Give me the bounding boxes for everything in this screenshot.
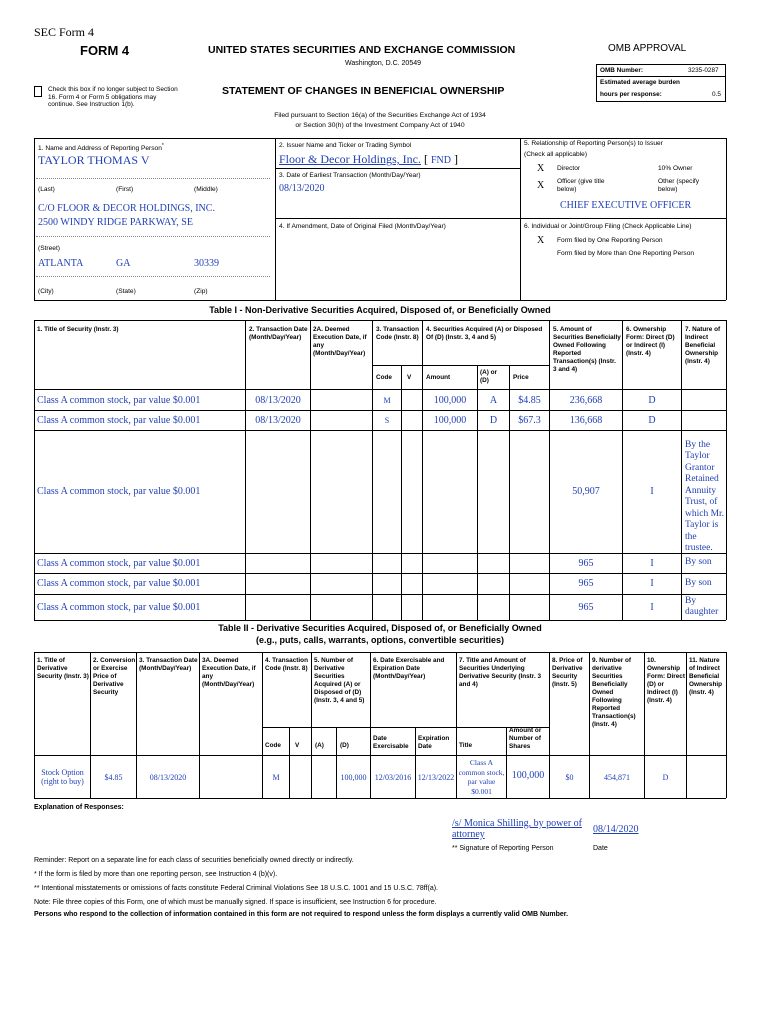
reporting-person-name: TAYLOR THOMAS V [38,153,150,167]
t1-row6-title: Class A common stock, par value $0.001 [37,601,201,613]
t1-row1-price: $4.85 [518,394,541,406]
t1-row3-owned: 50,907 [572,486,600,497]
address-line2: 2500 WINDY RIDGE PARKWAY, SE [38,217,193,228]
t1-row2-ad: D [489,414,498,426]
t1-row1-owned: 236,668 [569,394,603,406]
officer-title: CHIEF EXECUTIVE OFFICER [560,200,692,211]
label-street: (Street) [38,245,60,252]
note-omb: Persons who respond to the collection of information contained in this form are not required to respond unless the form displays a currently valid OMB Number. [34,911,569,918]
statement-title: STATEMENT OF CHANGES IN BENEFICIAL OWNERSHIP [222,85,505,97]
t1-row3-nature: By the Taylor Grantor Retained Annuity Trust, of which Mr. Taylor is the trustee. [685,439,725,554]
t2-h9: 9. Number of derivative Securities Beneficially Owned Following Reported Transaction(s) (Instr. 4) [592,657,636,728]
label-zip: (Zip) [194,288,208,295]
t2-d-value: 100,000 [340,773,367,782]
t2-expiration: Expiration Date [418,735,450,750]
t1-row6-form: I [650,601,654,613]
table2-title2: (e.g., puts, calls, warrants, options, convertible securities) [255,635,505,645]
signature: /s/ Monica Shilling, by power of attorney [452,818,582,840]
t1-row2-owned: 136,668 [569,414,603,426]
t1-row2-form: D [648,414,656,426]
t1-a-or-d: (A) or (D) [480,369,498,384]
t2-date: 08/13/2020 [149,773,187,782]
commission-name: UNITED STATES SECURITIES AND EXCHANGE COMMISSION [208,44,516,56]
t2-code: Code [265,742,281,749]
t2-code-value: M [272,773,280,782]
omb-number-label: OMB Number: [600,67,643,74]
t2-h3: 3. Transaction Date (Month/Day/Year) [139,657,198,672]
t1-row2-code: S [384,415,390,425]
note-misstatements: ** Intentional misstatements or omissions of facts constitute Federal Criminal Violations See 18 U.S.C. 1001 and 15 U.S.C. 78ff(a). [34,885,438,892]
t2-underlying-amount: 100,000 [511,770,545,781]
director-mark[interactable]: X [537,163,545,174]
t1-code: Code [376,374,392,381]
box3-label: 3. Date of Earliest Transaction (Month/Day/Year) [279,172,421,179]
t2-security: Stock Option (right to buy) [41,768,84,786]
t2-underlying-title: Class A common stock, par value $0.001 [458,758,505,796]
t2-h6: 6. Date Exercisable and Expiration Date (Month/Day/Year) [373,657,445,680]
state-value: GA [116,258,131,269]
t1-row3-form: I [650,486,654,497]
label-middle: (Middle) [194,186,218,193]
label-city: (City) [38,288,54,295]
t1-row5-title: Class A common stock, par value $0.001 [37,578,201,589]
t2-expiration-value: 12/13/2022 [417,773,455,782]
box5-sub: (Check all applicable) [524,151,588,158]
omb-number-value: 3235-0287 [688,67,719,74]
t1-h2a: 2A. Deemed Execution Date, if any (Month/Day/Year) [313,326,367,357]
commission-city: Washington, D.C. 20549 [345,60,422,67]
director-label: Director [557,165,581,172]
t2-h8: 8. Price of Derivative Security (Instr. 5) [552,657,583,688]
t2-exercisable: 12/03/2016 [374,773,412,782]
t1-row1-code: M [383,395,391,405]
explanation-label: Explanation of Responses: [34,804,124,811]
box1-label: 1. Name and Address of Reporting Person* [38,143,164,153]
t1-h1: 1. Title of Security (Instr. 3) [37,326,119,333]
reminder: Reminder: Report on a separate line for each class of securities beneficially owned directly or indirectly. [34,857,354,864]
ticker-symbol: FND [430,155,451,166]
t1-h5: 5. Amount of Securities Beneficially Owned Following Reported Transaction(s) (Instr. 3 and 4) [553,326,621,373]
officer-mark[interactable]: X [537,180,545,191]
t2-h1: 1. Title of Derivative Security (Instr. 3) [37,657,89,680]
t1-v: V [407,374,412,381]
t2-h10: 10. Ownership Form: Direct (D) or Indirect (I) (Instr. 4) [647,657,685,704]
checkbox-instruction: Check this box if no longer subject to Section 16. Form 4 or Form 5 obligations may continue. See Instruction 1(b). [48,86,178,109]
table2-title1: Table II - Derivative Securities Acquired, Disposed of, or Beneficially Owned [218,623,542,633]
earliest-transaction-date: 08/13/2020 [279,183,325,194]
t2-title: Title [459,742,473,749]
t2-owned: 454,871 [604,773,630,782]
t1-row2-title: Class A common stock, par value $0.001 [37,414,201,426]
t1-row4-owned: 965 [578,557,594,569]
t1-row1-ad: A [489,394,498,406]
box4-label: 4. If Amendment, Date of Original Filed (Month/Day/Year) [279,223,446,230]
ten-pct-owner-label: 10% Owner [658,165,693,172]
note-multiple-persons: * If the form is filed by more than one reporting person, see Instruction 4 (b)(v). [34,871,278,878]
t2-h4: 4. Transaction Code (Instr. 8) [265,657,308,672]
t1-h2: 2. Transaction Date (Month/Day/Year) [249,326,308,341]
t1-price: Price [513,374,529,381]
issuer-name-link[interactable]: Floor & Decor Holdings, Inc. [279,152,421,166]
t1-h7: 7. Nature of Indirect Beneficial Ownership (Instr. 4) [685,326,721,365]
t2-derivative-price: $0 [565,773,574,782]
t2-amount-shares: Amount or Number of Shares [509,727,542,750]
other-label: Other (specify below) [658,178,700,193]
t2-d: (D) [340,742,349,749]
t1-row2-price: $67.3 [518,414,541,426]
t1-amount: Amount [426,374,451,381]
t2-h2: 2. Conversion or Exercise Price of Derivative Security [93,657,136,696]
t2-v: V [295,742,300,749]
t2-h3a: 3A. Deemed Execution Date, if any (Month/Day/Year) [202,657,256,688]
date-label: Date [593,845,608,852]
t1-row1-date: 08/13/2020 [255,394,301,406]
t1-row5-nature: By son [685,577,712,588]
table1-title: Table I - Non-Derivative Securities Acquired, Disposed of, or Beneficially Owned [209,305,551,315]
box2-label: 2. Issuer Name and Ticker or Trading Symbol [279,142,412,149]
label-last: (Last) [38,186,55,193]
t1-row5-form: I [650,578,654,589]
filed-pursuant-line2: or Section 30(h) of the Investment Company Act of 1940 [295,122,465,129]
form-title: FORM 4 [80,43,130,58]
t1-row1-form: D [648,394,656,406]
t1-row3-title: Class A common stock, par value $0.001 [37,486,201,497]
officer-label: Officer (give title below) [557,178,605,193]
t2-h11: 11. Nature of Indirect Beneficial Ownership (Instr. 4) [689,657,723,696]
label-first: (First) [116,186,134,193]
filed-pursuant-line1: Filed pursuant to Section 16(a) of the Securities Exchange Act of 1934 [274,112,486,119]
t1-row6-nature: By daughter [685,595,719,617]
t1-row1-amount: 100,000 [433,394,467,406]
box5-label: 5. Relationship of Reporting Person(s) to Issuer [524,140,663,147]
t1-row4-form: I [650,557,654,569]
t2-h7: 7. Title and Amount of Securities Underlying Derivative Security (Instr. 3 and 4) [459,657,542,688]
box6-label: 6. Individual or Joint/Group Filing (Check Applicable Line) [524,223,692,230]
t2-a: (A) [315,742,324,749]
one-person-mark[interactable]: X [537,235,545,246]
t2-form: D [662,773,669,782]
omb-title: OMB APPROVAL [608,43,687,54]
address-line1: C/O FLOOR & DECOR HOLDINGS, INC. [38,203,215,214]
zip-value: 30339 [194,258,219,269]
no-longer-subject-checkbox[interactable] [34,86,42,97]
t2-h5: 5. Number of Derivative Securities Acquired (A) or Disposed of (D) (Instr. 3, 4 and 5) [314,657,365,704]
issuer-name-ticker: Floor & Decor Holdings, Inc. [ FND ] [279,152,458,166]
t1-row2-date: 08/13/2020 [255,414,301,426]
signature-date: 08/14/2020 [593,824,639,835]
t1-row2-amount: 100,000 [433,414,467,426]
t1-h6: 6. Ownership Form: Direct (D) or Indirect (I) (Instr. 4) [626,326,675,357]
t2-price: $4.85 [104,773,123,782]
omb-hours-label: hours per response: [600,91,662,98]
t1-row6-owned: 965 [578,601,594,613]
city-value: ATLANTA [38,258,84,269]
t1-h4: 4. Securities Acquired (A) or Disposed Of (D) (Instr. 3, 4 and 5) [426,326,543,341]
one-person-label: Form filed by One Reporting Person [557,237,663,244]
t1-h3: 3. Transaction Code (Instr. 8) [376,326,419,341]
t1-row1-title: Class A common stock, par value $0.001 [37,394,201,406]
t2-date-exercisable: Date Exercisable [373,735,409,750]
sec-form-label: SEC Form 4 [34,25,95,39]
t1-row5-owned: 965 [578,578,594,589]
label-state: (State) [116,288,136,295]
t1-row4-nature: By son [685,557,712,568]
t1-row4-title: Class A common stock, par value $0.001 [37,557,201,569]
omb-burden-label: Estimated average burden [600,79,680,86]
more-person-label: Form filed by More than One Reporting Person [557,250,695,257]
omb-hours-value: 0.5 [712,91,721,98]
note-copies: Note: File three copies of this Form, one of which must be manually signed. If space is insufficient, see Instruction 6 for procedure. [34,899,437,906]
signature-label: ** Signature of Reporting Person [452,845,554,852]
